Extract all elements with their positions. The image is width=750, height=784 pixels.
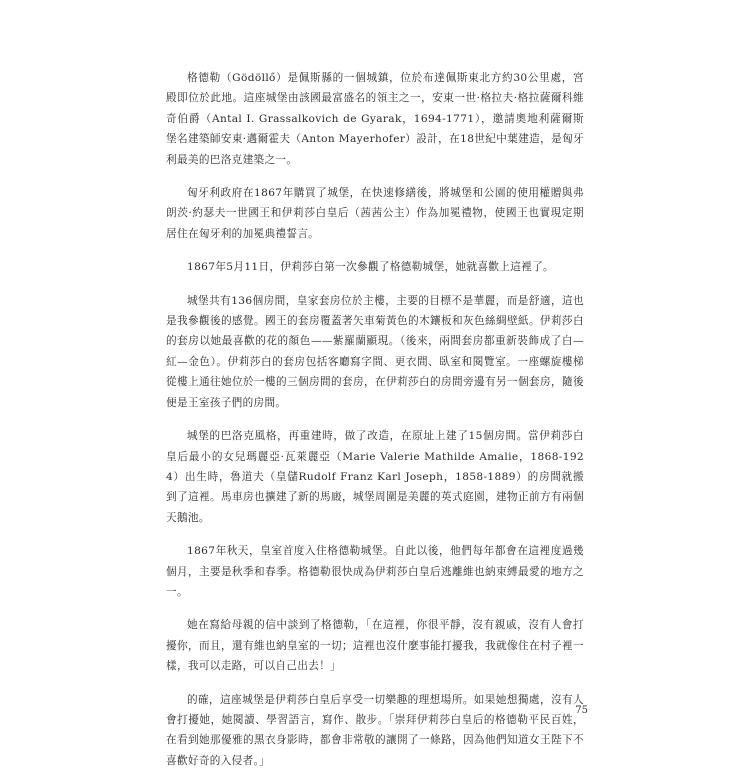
paragraph-3: 1867年5月11日，伊莉莎白第一次參觀了格德勒城堡，她就喜歡上這裡了。 <box>187 261 554 274</box>
body-text <box>166 68 584 784</box>
paragraph-8: 的確，這座城堡是伊莉莎白皇后享受一切樂趣的理想場所。如果她想獨處，沒有人會打擾她，她閱讀、學習語言，寫作、散步。「崇拜伊莉莎白皇后的格德勒平民百姓，在看到她那優雅的黑衣身影時，都會非常敬的讓開了一條路，因為他們知道女王陛下不喜歡好奇的入侵者。」 <box>166 693 584 767</box>
paragraph-7: 她在寫給母親的信中談到了格德勒，「在這裡，你很平靜，沒有親戚，沒有人會打擾你，而且，還有維也納皇室的一切；這裡也沒什麼事能打擾我，我就像住在村子裡一樣，我可以走路，可以自己出去！」 <box>166 619 584 673</box>
paragraph-1: 格德勒（Gödöllő）是佩斯縣的一個城鎮，位於布達佩斯東北方約30公里處，宮殿即位於此地。這座城堡由該國最富盛名的領主之一，安東一世·格拉夫·格拉薩爾科維奇伯爵（Antal I. Grassalkovich de Gyarak，1694-1771），邀請奧地利薩爾斯堡名建築師安東·邁爾霍夫（Anton Mayerhofer）設計，在18世紀中葉建造，是匈牙利最美的巴洛克建築之一。 <box>166 72 584 166</box>
paragraph-6: 1867年秋天，皇室首度入住格德勒城堡。自此以後，他們每年都會在這裡度過幾個月，主要是秋季和春季。格德勒很快成為伊莉莎白皇后逃離維也納束縛最愛的地方之一。 <box>166 545 584 598</box>
paragraph-2: 匈牙利政府在1867年購買了城堡，在快速修繕後，將城堡和公園的使用權贈與弗朗茨·約瑟夫一世國王和伊莉莎白皇后（茜茜公主）作為加冕禮物，使國王也實現定期居住在匈牙利的加冕典禮誓言。 <box>166 187 584 240</box>
paragraph-4: 城堡共有136個房間，皇家套房位於主樓，主要的目標不是華麗，而是舒適，這也是我參觀後的感覺。國王的套房覆蓋著矢車菊黃色的木鑲板和灰色絲綢壁紙。伊莉莎白的套房以她最喜歡的花的顏色——紫羅蘭顯現。（後來，兩間套房都重新裝飾成了白—紅—金色）。伊莉莎白的套房包括客廳寫字間、更衣間、臥室和閱覽室。一座螺旋樓梯從樓上通往她位於一樓的三個房間的套房，在伊莉莎白的房間旁邊有另一個套房，隨後便是王室孩子們的房間。 <box>166 294 584 409</box>
paragraph-5: 城堡的巴洛克風格，再重建時，做了改造，在原址上建了15個房間。當伊莉莎白皇后最小的女兒瑪麗亞·瓦萊麗亞（Marie Valerie Mathilde Amalie，1868-1924）出生時，魯道夫（皇儲Rudolf Franz Karl Joseph，1858-1889）的房間就搬到了這裡。馬車房也擴建了新的馬廄，城堡周圍是美麗的英式庭園，建物正前方有兩個天鵝池。 <box>166 430 584 524</box>
page-number: 75 <box>575 705 588 716</box>
